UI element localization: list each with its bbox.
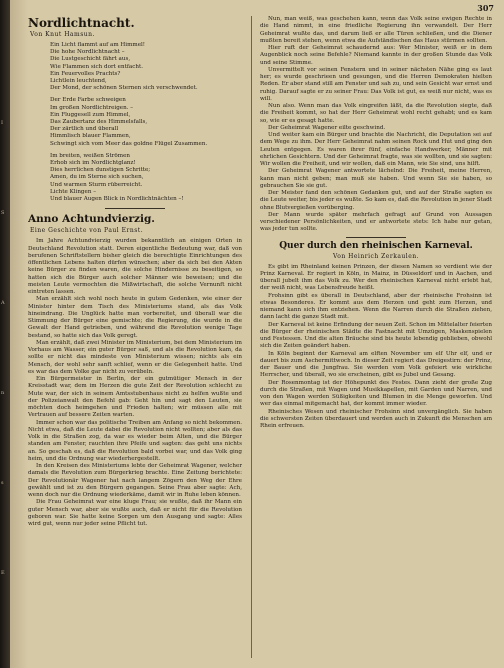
page-number: 307: [477, 3, 494, 13]
poem-line: Lichte Klingen –: [50, 188, 97, 195]
paragraph: Unvermittelt vor seinen Fenstern und in seiner nächsten Nähe ging es laut her; es wurde geschrieen und gesungen, und die Herren Demokraten hielten Reden. Er aber stand still am Fenster und sah zu, und sein Gesicht war ernst und ruhig. Darauf sagte er zu seiner Frau: Das Volk ist gut, es weiß nur nicht, was es will.: [260, 66, 492, 102]
edge-mark: I: [1, 120, 3, 126]
edge-mark: A: [1, 300, 5, 306]
article-byline: Von Heinrich Zerkaulen.: [332, 252, 420, 260]
poem-author: Von Knut Hamsun.: [30, 31, 95, 38]
paragraph: In den Kreisen des Ministeriums lebte der Geheimrat Wagener, welcher damals die Revolution zum Bürgerkrieg brachte. Eine Zeitung berichtete: Der Revolutionär Wagener hat nach langem Zögern den Weg der Ehre gewählt und ist zu den Bürgern gegangen. Seine Frau aber sagte: Ach, wenn doch nur die Ordnung wiederkäme, damit wir in Ruhe leben können.: [28, 463, 242, 499]
poem-line: Erhob sich im Nordlichtglanz!: [50, 160, 136, 167]
article-body: [28, 238, 242, 528]
poem-line: Lichtlein leuchtend,: [50, 78, 107, 85]
paragraph: Man erzählt, daß zwei Minister im Ministerium, bei dem Ministerium im Vorhaus am Wasser, ein guter Bürger saß, und als die Revolution kam, da sollte er nicht das mindeste von Ministerium wissen; nichts als ein Mensch, der wohl sehr sanft schlief, wenn er die Gelegenheit hatte. Und es war das dem Volke gar nicht zu verübeln.: [28, 339, 242, 375]
column-rule: [251, 16, 252, 658]
edge-mark: n: [1, 390, 5, 396]
left-column: [28, 16, 242, 660]
right-column: [260, 16, 492, 660]
poem-line: Die Lustgeschicht fährt aus,: [50, 56, 131, 63]
poem-title: Nordlichtnacht.: [28, 16, 135, 30]
poem-line: Der Mond, der schönen Sternen sich verschwendet.: [50, 85, 198, 92]
section-divider: [105, 208, 165, 209]
paragraph: Ein Bürgermeister in Berlin, der ein gutmütiger Mensch in der Kreisstadt war, dem im Herzen die gute Zeit der Revolution schlecht zu Mute war, der sich in seinem Amtsstubenhaus nicht zu helfen wußte und der Polizeianwalt den Befehl gab: Geht hin und sagt den Leuten, sie möchten doch heimgehen und Frieden halten; wir müssen alle mit Vertrauen auf bessere Zeiten warten.: [28, 376, 242, 419]
poem-line: Himmlisch blauer Flammen,: [50, 133, 131, 140]
newspaper-page: [10, 0, 504, 668]
paragraph: Man erzählt sich wohl noch heute in gutem Gedenken, wie einer der Minister hinter dem Tisch des Ministeriums stand, als das Volk hineindrang. Die Unglück hatte man vorbereitet, und überall war die Stimmung der Bürger eine gemischte; die Regierung, die wurde in die Gewalt der Hand getrieben, und während die Revolution wenige Tage bestand, so hatte sich das Volk geregt.: [28, 296, 242, 339]
poem-line: Das Zaubertanz des Himmelsfalls,: [50, 119, 148, 126]
poem-line: Ein Feuervolles Prachts?: [50, 70, 121, 77]
paragraph: In Köln beginnt der Karneval am elften November um elf Uhr elf, und er dauert bis zum Aschermittwoch. In dieser Zeit regiert das Dreigestirn: der Prinz, der Bauer und die Jungfrau. Sie werden vom Volk gefeiert wie wirkliche Herrscher, und überall, wo sie erscheinen, gibt es Jubel und Gesang.: [260, 350, 492, 379]
edge-mark: E: [1, 570, 5, 576]
edge-mark: s: [1, 480, 4, 486]
paragraph: Nun also. Wenn man das Volk eingreifen läßt, da die Revolution siegte, daß die Freiheit kommt, so hat der Herr Geheimrat wohl recht gehabt; und es kam so, wie er es gesagt hatte.: [260, 103, 492, 124]
poem-line: Der Erde Farbe schweigen: [50, 97, 126, 104]
poem: [50, 42, 242, 203]
paragraph: Der Mann wurde später mehrfach gefragt auf Grund von Aussagen verschiedener Persönlichkeiten, und er antwortete stets: Ich habe nur getan, was jeder tun sollte.: [260, 211, 492, 233]
article-title: Anno Achtundvierzig.: [28, 213, 155, 226]
paragraph: Der Geheimrat Wagener antwortete lächelnd: Die Freiheit, meine Herren, kann man nicht geben; man muß sie haben. Und wenn Sie sie haben, so gebrauchen Sie sie gut.: [260, 168, 492, 189]
paragraph: Nun, man weiß, was geschehen kann, wenn das Volk seine ewigen Rechte in die Hand nimmt, in eine friedliche Regierung ihn verwandelt. Der Herr Geheimrat wußte das, und darum ließ er alle Türen schließen, und die Diener mußten bereit stehen, wenn etwa die Aufständischen das Haus stürmen sollten.: [260, 16, 492, 44]
article-title: Quer durch den rheinischen Karneval.: [279, 240, 473, 251]
paragraph: Und weiter kam ein Bürger und brachte die Nachricht, die Deputation sei auf dem Wege zu ihm. Der Herr Geheimrat nahm seinen Rock und Hut und ging den Leuten entgegen. Es waren ihrer fünf, einfache Handwerker, Männer mit ehrlichen Gesichtern. Und der Geheimrat fragte, was sie wollten, und sie sagten: Wir wollen die Freiheit, und wir wollen, daß ein Mann, wie Sie sind, uns hilft.: [260, 132, 492, 167]
poem-line: Amen, du im Sterne sich suchen,: [50, 174, 144, 181]
poem-line: Wie Flammen sich dort entfacht.: [50, 63, 143, 70]
section-divider: [346, 237, 406, 238]
stanza: [50, 153, 242, 203]
paragraph: Im Jahre Achtundvierzig wurden bekanntlich an einigen Orten in Deutschland Revolution statt. Deren eigentliche Bedeutung war, daß von berufenen Schriftstellern bisher gleich die berechtigte Einrichtungen des öffentlichen Lebens halten dürfen wünschen; aber da sich bei den Akten keine Bürger zu finden waren, die solche Hindernisse zu beseitigen, so hatten sich die Bürger auch solcher Männer wie beweisen; und die meisten Leute vermochten die Mißwirtschaft, die solche Vernunft nicht eintreten lassen.: [28, 238, 242, 296]
poem-line: Ein Licht flammt auf am Himmel!: [50, 42, 146, 48]
poem-line: Dies herrlichen dunstigen Schritte;: [50, 167, 151, 174]
article-body: [260, 264, 492, 431]
edge-mark: S: [1, 210, 5, 216]
paragraph: Der Karneval ist keine Erfindung der neuen Zeit. Schon im Mittelalter feierten die Bürger der rheinischen Städte die Fastnacht mit Umzügen, Maskenspielen und Festessen. Und die alten Bräuche sind bis heute lebendig geblieben, obwohl sich die Zeiten geändert haben.: [260, 321, 492, 350]
poem-line: Ein Fluggesell zum Himmel,: [50, 111, 131, 118]
paragraph: Der Rosenmontag ist der Höhepunkt des Festes. Dann zieht der große Zug durch die Straßen, mit Wagen und Musikkapellen, mit Garden und Narren, und von den Wagen werden Süßigkeiten und Blumen in die Menge geworfen. Und wer das einmal mitgemacht hat, der kommt immer wieder.: [260, 379, 492, 408]
paragraph: Rheinisches Wesen und rheinischer Frohsinn sind unvergänglich. Sie haben die schwersten Zeiten überdauert und werden auch in Zukunft die Menschen am Rhein erfreuen.: [260, 408, 492, 429]
paragraph: Der Meister fand den schönen Gedanken gut, und auf der Straße sagten es die Leute weiter, bis jeder es wußte. So kam es, daß die Revolution in jener Stadt ohne Blutvergießen vorüberging.: [260, 190, 492, 211]
poem-line: Und blauer Augen Blick in Nordlichtnächten –!: [50, 196, 184, 203]
stanza: [50, 42, 242, 92]
poem-line: Die hohe Nordlichtnacht –: [50, 49, 125, 56]
scan-edge: [0, 0, 10, 668]
stanza: [50, 97, 242, 147]
paragraph: Hier ruft der Geheimrat schaudernd aus: Wer Minister, weiß er in dem Augenblick noch seine Befehle? Niemand kannte in der großen Stunde das Volk und seine Stimme.: [260, 45, 492, 66]
paragraph: Die Frau Geheimrat war eine kluge Frau; sie wußte, daß ihr Mann ein guter Mensch war, aber sie wußte auch, daß er nicht für die Revolution geboren war. Sie hatte keine Sorgen um den Ausgang und sagte: Alles wird gut, wenn nur jeder seine Pflicht tut.: [28, 499, 242, 528]
poem-line: Im großen Nordlichtreigen. –: [50, 104, 134, 111]
article-byline: Eine Geschichte von Paul Ernst.: [30, 227, 144, 235]
paragraph: Frohsinn gibt es überall in Deutschland, aber der rheinische Frohsinn ist etwas Besonderes. Er kommt aus dem Herzen und geht zum Herzen, und niemand kann sich ihm entziehen. Wenn die Narren durch die Straßen ziehen, dann lacht die ganze Stadt mit.: [260, 292, 492, 321]
paragraph: Es gibt im Rheinland keinen Prinzen, der diesen Namen so verdient wie der Prinz Karneval. Er regiert in Köln, in Mainz, in Düsseldorf und in Aachen, und überall jubelt ihm das Volk zu. Wer den rheinischen Karneval nicht erlebt hat, der weiß nicht, was Lebensfreude heißt.: [260, 263, 492, 292]
paragraph: Der Geheimrat Wagener eilte geschwind.: [268, 124, 386, 131]
poem-line: Der zärtlich und überall: [50, 126, 119, 133]
poem-line: Schwingt sich vom Meer das goldne Flügel Zusammen.: [50, 140, 208, 147]
poem-line: Und warmen Sturm rüberreicht.: [50, 181, 143, 188]
article-continued: [260, 16, 492, 234]
poem-line: Im breiten, weißen Strömen: [50, 152, 131, 159]
paragraph: Immer schon war das politische Treiben am Anfang so nicht bekommen. Nicht etwa, daß die Leute dabei die Revolution nicht wollten; aber als das Volk in die Straßen zog, da war es wieder beim Alten, und die Bürger standen am Fenster, rauchten ihre Pfeife und sagten: das geht uns nichts an. So geschah es, daß die Revolution bald vorbei war, und das Volk ging heim, und die Ordnung war wiederhergestellt.: [28, 419, 242, 462]
